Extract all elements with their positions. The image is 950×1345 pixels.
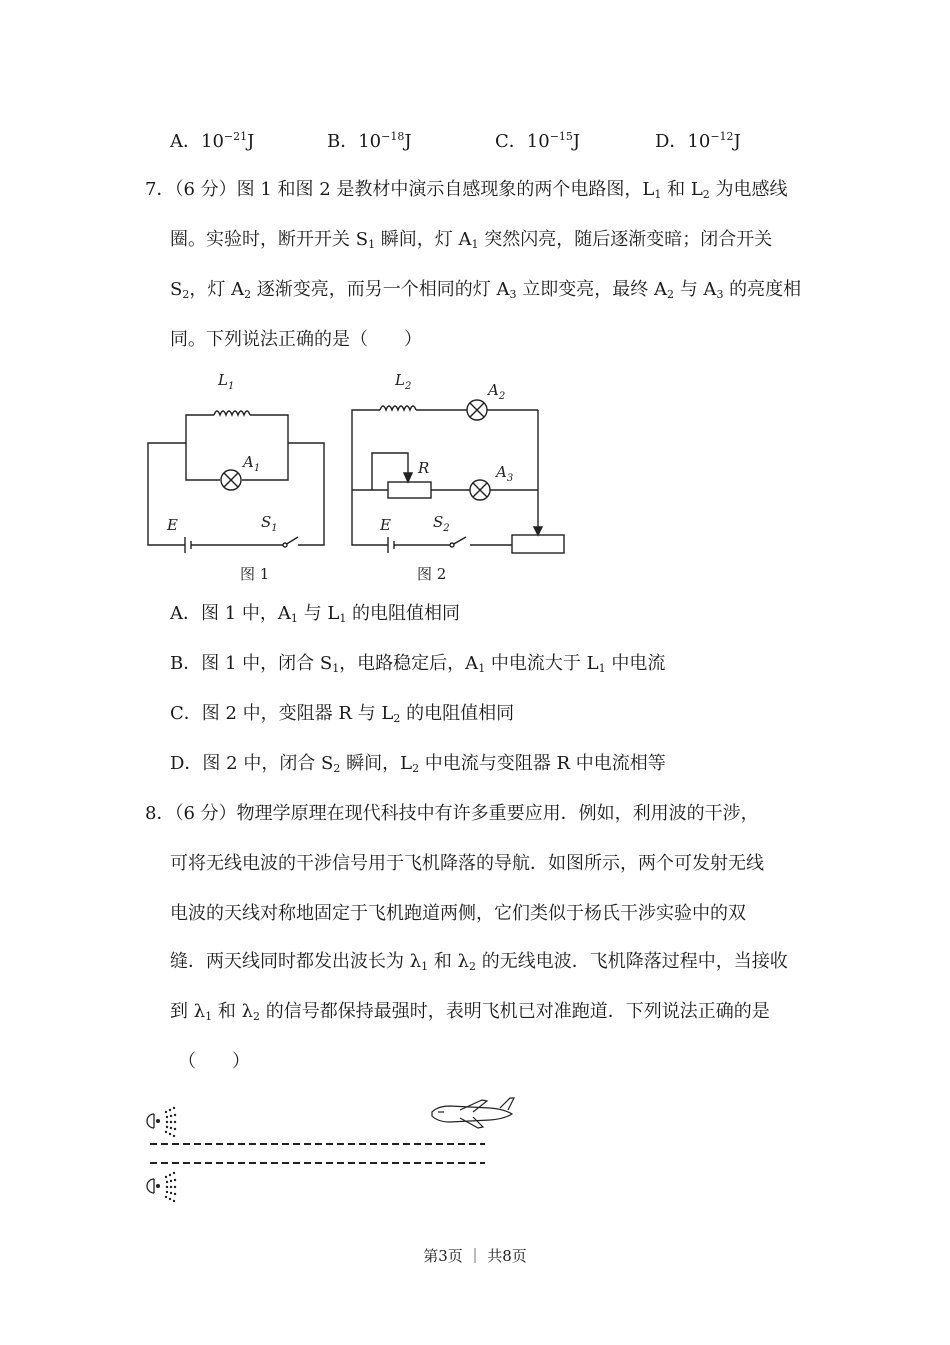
label-s2: $S_2$ [433, 513, 450, 534]
label-l2: $L_2$ [395, 371, 412, 392]
q6-option-d: D．$10^{-12}J$ [655, 130, 741, 152]
q8-stem-line-4: 缝．两天线同时都发出波长为 $\lambda_1$ 和 $\lambda_2$ 的无线电波．飞机降落过程中，当接收 [170, 951, 788, 973]
q8-stem-line-3: 电波的天线对称地固定于飞机跑道两侧，它们类似于杨氏干涉实验中的双 [170, 903, 746, 924]
q7-option-d: D．图 2 中，闭合 $S_2$ 瞬间，$L_2$ 中电流与变阻器 R 中电流相等 [170, 753, 666, 775]
q7-option-c: C．图 2 中，变阻器 R 与 $L_2$ 的电阻值相同 [170, 703, 515, 725]
label-s1: $S_1$ [261, 513, 278, 534]
label-e2: E [380, 516, 391, 534]
airplane-icon [432, 1098, 514, 1128]
inductor-l2-icon [380, 406, 416, 410]
page-footer: 第3页 ｜ 共8页 [423, 1247, 527, 1265]
q6-option-b: B．$10^{-18}J$ [327, 130, 412, 152]
label-l1: $L_1$ [218, 371, 235, 392]
rheostat-lower-icon [512, 535, 564, 553]
label-a1: $A_1$ [243, 453, 261, 474]
q7-stem-line-2: 圈。实验时，断开开关 $S_1$ 瞬间，灯 $A_1$ 突然闪亮，随后逐渐变暗；闭合开关 [170, 229, 773, 251]
q8-stem-line-6: （ ） [178, 1051, 250, 1072]
q8-stem-line-1: 8．（6 分）物理学原理在现代科技中有许多重要应用．例如，利用波的干涉， [145, 803, 759, 824]
rheostat-r-icon [388, 482, 431, 498]
figure-2-caption: 图 2 [417, 565, 447, 583]
q7-option-a: A．图 1 中，$A_1$ 与 $L_1$ 的电阻值相同 [170, 603, 461, 625]
rheostat-arrow-icon [534, 527, 542, 535]
q8-runway-figure [140, 1092, 530, 1212]
q6-option-a: A．$10^{-21}J$ [170, 130, 255, 152]
label-r: R [418, 459, 430, 477]
q7-stem-line-1: 7．（6 分）图 1 和图 2 是教材中演示自感现象的两个电路图，$L_1$ 和 $L_2$ 为电感线 [145, 179, 788, 201]
label-a2: $A_2$ [488, 381, 506, 402]
q6-option-c: C．$10^{-15}J$ [495, 130, 581, 152]
antenna-top-icon [147, 1107, 176, 1137]
q7-option-b: B．图 1 中，闭合 $S_1$，电路稳定后，$A_1$ 中电流大于 $L_1$ 中电流 [170, 653, 666, 675]
label-e1: E [167, 516, 178, 534]
figure-1-caption: 图 1 [240, 565, 270, 583]
q8-stem-line-5: 到 $\lambda_1$ 和 $\lambda_2$ 的信号都保持最强时，表明飞机已对准跑道．下列说法正确的是 [170, 1001, 770, 1023]
q7-stem-line-3: $S_2$，灯 $A_2$ 逐渐变亮，而另一个相同的灯 $A_3$ 立即变亮，最终 $A_2$ 与 $A_3$ 的亮度相 [170, 279, 802, 301]
inductor-l1-icon [214, 411, 250, 415]
q7-circuit-figure [140, 365, 580, 585]
label-a3: $A_3$ [496, 463, 514, 484]
antenna-bottom-icon [147, 1172, 176, 1202]
q8-stem-line-2: 可将无线电波的干涉信号用于飞机降落的导航．如图所示，两个可发射无线 [170, 853, 764, 874]
q7-stem-line-4: 同。下列说法正确的是（ ） [170, 329, 422, 350]
